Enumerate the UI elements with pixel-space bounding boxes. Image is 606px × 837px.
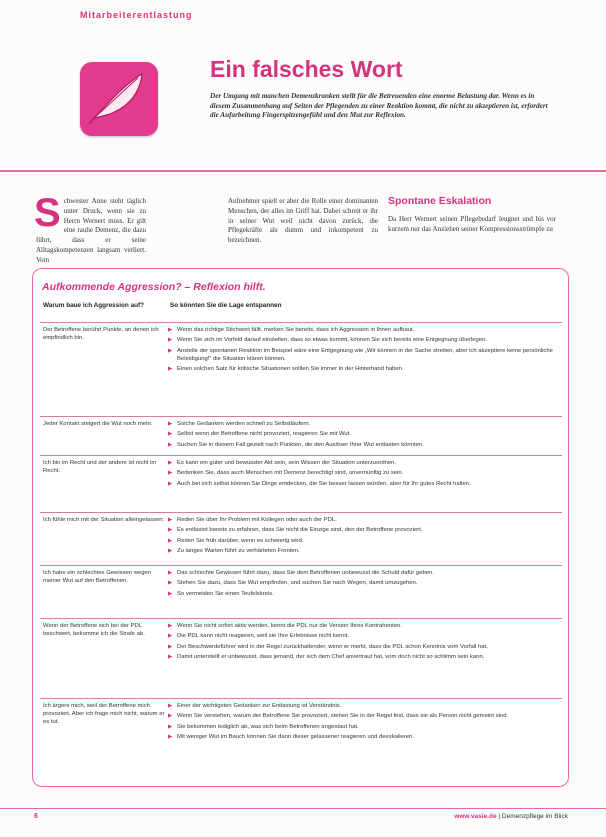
row-question: Ich habe ein schlechtes Gewissen wegen meiner Wut auf den Betroffenen. bbox=[43, 570, 152, 585]
answer-item bbox=[166, 569, 561, 577]
row-divider bbox=[40, 455, 562, 456]
footer-credit bbox=[454, 813, 568, 820]
page-title: Ein falsches Wort bbox=[210, 56, 403, 82]
answer-item bbox=[166, 516, 561, 524]
section-label: Mitarbeiterentlastung bbox=[80, 10, 193, 20]
row-question: Der Betroffene berührt Punkte, an denen ich empfindlich bin. bbox=[43, 327, 159, 342]
bullet-arrow-icon: ▶ bbox=[168, 431, 173, 438]
bullet-arrow-icon: ▶ bbox=[168, 327, 173, 333]
bullet-arrow-icon: ▶ bbox=[168, 623, 173, 629]
answer-item bbox=[166, 365, 561, 373]
feather-icon bbox=[80, 62, 158, 136]
answer-text: Bedenken Sie, dass auch Menschen mit Demenz berechtigt sind, unvernünftig zu sein. bbox=[177, 470, 404, 477]
row-question: Ich ärgere mich, weil der Betroffene mich provoziert. Aber ich frage mich nicht, warum er es tut. bbox=[43, 703, 165, 726]
answer-text: Wenn Sie sich im Vorfeld darauf einstellen, dass so etwas kommt, können Sie sich bereits eine Entgegnung überlegen. bbox=[177, 337, 487, 344]
row-divider bbox=[40, 416, 562, 417]
subhead: Spontane Eskalation bbox=[388, 195, 492, 207]
box-title: Aufkommende Aggression? – Reflexion hilft. bbox=[42, 281, 266, 293]
answer-text: Der Beschwerdeführer wird in der Regel zurückhaltender, wenn er merkt, dass die PDL schon Kenntnis vom Vorfall hat. bbox=[177, 643, 488, 650]
answer-item bbox=[166, 537, 561, 545]
answer-item bbox=[166, 526, 561, 534]
answer-item bbox=[166, 459, 561, 467]
answer-text: Stehen Sie dazu, dass Sie Wut empfinden, und suchen Sie nach Wegen, damit umzugehen. bbox=[177, 580, 418, 587]
page-number: 6 bbox=[34, 813, 38, 820]
answer-text: Es kann ein guter und bewusster Akt sein, sein Wissen der Situation unterzuordnen. bbox=[177, 460, 397, 466]
answer-text: Wenn Sie verstehen, warum der Betroffene Sie provoziert, stehen Sie in der Regel fest, dass sie als Person nicht gemeint sind. bbox=[177, 713, 509, 720]
answer-text: Sie bekommen lediglich ab, was sich beim Betroffenen angestaut hat. bbox=[177, 723, 359, 730]
answer-text: Anstelle der spontanen Reaktion im Beispiel wäre eine Entgegnung wie „Wir können in der Sache streiten, aber ich akzeptiere keine persönliche Beleidigung!“ die Situation klären können. bbox=[177, 347, 553, 362]
bullet-arrow-icon: ▶ bbox=[168, 654, 173, 661]
answer-text: Damit unterstellt er unbewusst, dass jemand, der sich dem Chef anvertraut hat, vom doch nicht so schlimm sein kann. bbox=[177, 654, 485, 661]
article-column-1 bbox=[34, 191, 146, 266]
bullet-arrow-icon: ▶ bbox=[168, 703, 173, 709]
column-header-answer: So könnten Sie die Lage entspannen bbox=[170, 302, 282, 309]
row-answers bbox=[166, 516, 561, 558]
bullet-arrow-icon: ▶ bbox=[168, 713, 173, 720]
bullet-arrow-icon: ▶ bbox=[168, 347, 173, 354]
answer-item bbox=[166, 723, 561, 731]
bullet-arrow-icon: ▶ bbox=[168, 527, 173, 534]
answer-item bbox=[166, 622, 561, 630]
answer-item bbox=[166, 336, 561, 344]
bullet-arrow-icon: ▶ bbox=[168, 470, 173, 477]
answer-item bbox=[166, 326, 561, 334]
bullet-arrow-icon: ▶ bbox=[168, 441, 173, 448]
answer-text: Zu langes Warten führt zu verhärteten Fronten. bbox=[177, 548, 300, 555]
row-divider bbox=[40, 565, 562, 566]
row-question: Ich bin im Recht und der andere ist nicht im Recht. bbox=[43, 460, 157, 475]
article-column-3: Da Herr Wernert seinen Pflegebedarf leugnet und bis vor kurzem nur das Anziehen seiner Kompressionsstrümpfe zu bbox=[388, 215, 556, 233]
row-answers bbox=[166, 622, 561, 664]
bullet-arrow-icon: ▶ bbox=[168, 366, 173, 373]
bullet-arrow-icon: ▶ bbox=[168, 421, 173, 427]
bullet-arrow-icon: ▶ bbox=[168, 480, 173, 487]
row-question: Wenn der Betroffene sich bei der PDL beschwert, bekomme ich die Strafe ab. bbox=[43, 623, 145, 638]
answer-item bbox=[166, 347, 561, 363]
footer-divider bbox=[0, 808, 606, 809]
bullet-arrow-icon: ▶ bbox=[168, 590, 173, 597]
bullet-arrow-icon: ▶ bbox=[168, 460, 173, 466]
answer-item bbox=[166, 653, 561, 661]
answer-text: Reden Sie über Ihr Problem mit Kollegen oder auch der PDL. bbox=[177, 517, 337, 523]
answer-text: Suchen Sie in diesem Fall gezielt nach Punkten, die den Auslöser Ihrer Wut entlasten könnten. bbox=[177, 441, 424, 448]
row-divider bbox=[40, 618, 562, 619]
row-divider bbox=[40, 322, 562, 323]
answer-text: Auch bei sich selbst können Sie Dinge entdecken, die Sie besser lassen würden, aber für Ihr gutes Recht halten. bbox=[177, 480, 471, 487]
article-column-2: Aufnehmer spielt er aber die Rolle einer dominanten Menschen, der alles im Griff hat. Dabei schreit er ihr in seiner Wut weil nicht davon zurück, die Pflegekräfte als dumm und inkompetent zu bezeichnen. bbox=[228, 197, 378, 245]
answer-item bbox=[166, 643, 561, 651]
dropcap: S bbox=[34, 191, 61, 235]
answer-item bbox=[166, 480, 561, 488]
answer-item bbox=[166, 469, 561, 477]
answer-text: Es entlastet bereits zu erfahren, dass Sie nicht die Einzige sind, den der Betroffene provoziert. bbox=[177, 527, 423, 534]
row-question: Jeder Kontakt steigert die Wut noch mehr. bbox=[43, 421, 153, 427]
bullet-arrow-icon: ▶ bbox=[168, 633, 173, 640]
article-text: chwester Anne steht täglich unter Druck, wenn sie zu Herrn Wernert muss. Er gilt eine rauhe Demenz, die dazu führt, dass er seine Alltagskompetenzen langsam verliert. Vom bbox=[36, 197, 146, 264]
answer-item bbox=[166, 547, 561, 555]
answer-text: Einen solchen Satz für kritische Situationen sollten Sie immer in der Hinterhand haben. bbox=[177, 366, 404, 373]
answer-item bbox=[166, 430, 561, 438]
divider bbox=[0, 170, 606, 172]
answer-item bbox=[166, 441, 561, 449]
answer-text: Die PDL kann nicht reagieren, weil sie Ihre Erlebnisse nicht kennt. bbox=[177, 633, 350, 640]
intro-text: Der Umgang mit manchen Demenzkranken stellt für die Betreuenden eine enorme Belastung dar. Wenn es in diesem Zusammenhang auf Seiten der Pflegenden zu einer Reaktion kommt, die nicht zu akzeptieren ist, erfordert die Aufarbeitung Fingerspitzengefühl und den Mut zur Reflexion. bbox=[210, 92, 548, 120]
footer-url: www.vasie.de bbox=[454, 813, 497, 820]
answer-text: Wenn das richtige Stichwort fällt, merken Sie bereits, dass ich Aggression in Ihnen aufbaut. bbox=[177, 327, 415, 333]
answer-text: Wenn Sie nicht sofort aktiv werden, kennt die PDL nur die Version Ihres Kontrahenten. bbox=[177, 623, 402, 629]
row-answers bbox=[166, 569, 561, 600]
bullet-arrow-icon: ▶ bbox=[168, 517, 173, 523]
answer-item bbox=[166, 733, 561, 741]
answer-item bbox=[166, 420, 561, 428]
row-answers bbox=[166, 459, 561, 490]
answer-text: Selbst wenn der Betroffene nicht provoziert, reagieren Sie mit Wut. bbox=[177, 431, 351, 438]
answer-item bbox=[166, 632, 561, 640]
answer-item bbox=[166, 590, 561, 598]
row-divider bbox=[40, 512, 562, 513]
answer-text: Einer der wichtigsten Gedanken zur Entlastung ist Verständnis. bbox=[177, 703, 342, 709]
bullet-arrow-icon: ▶ bbox=[168, 643, 173, 650]
answer-text: Solche Gedanken werden schnell zu Selbstläufern. bbox=[177, 421, 311, 427]
logo-tile bbox=[80, 62, 158, 136]
row-divider bbox=[40, 698, 562, 699]
answer-item bbox=[166, 579, 561, 587]
row-question: Ich fühle mich mit der Situation alleingelassen. bbox=[43, 517, 165, 523]
bullet-arrow-icon: ▶ bbox=[168, 537, 173, 544]
bullet-arrow-icon: ▶ bbox=[168, 580, 173, 587]
answer-text: Mit weniger Wut im Bauch können Sie dann dieser gelassener reagieren und deeskalieren. bbox=[177, 734, 414, 741]
answer-item bbox=[166, 702, 561, 710]
answer-item bbox=[166, 712, 561, 720]
bullet-arrow-icon: ▶ bbox=[168, 548, 173, 555]
footer-publication: | Demenzpflege im Blick bbox=[498, 813, 568, 820]
answer-text: Reden Sie früh darüber, wenn es schwierig wird. bbox=[177, 537, 304, 544]
bullet-arrow-icon: ▶ bbox=[168, 570, 173, 576]
bullet-arrow-icon: ▶ bbox=[168, 734, 173, 741]
bullet-arrow-icon: ▶ bbox=[168, 723, 173, 730]
answer-text: So vermeiden Sie einen Teufelskreis. bbox=[177, 590, 274, 597]
row-answers bbox=[166, 702, 561, 744]
column-header-question: Warum baue ich Aggression auf? bbox=[43, 302, 145, 309]
row-answers bbox=[166, 326, 561, 376]
row-answers bbox=[166, 420, 561, 451]
answer-text: Das schlechte Gewissen führt dazu, dass Sie dem Betroffenen unbewusst die Schuld dafür geben. bbox=[177, 570, 434, 576]
bullet-arrow-icon: ▶ bbox=[168, 337, 173, 344]
